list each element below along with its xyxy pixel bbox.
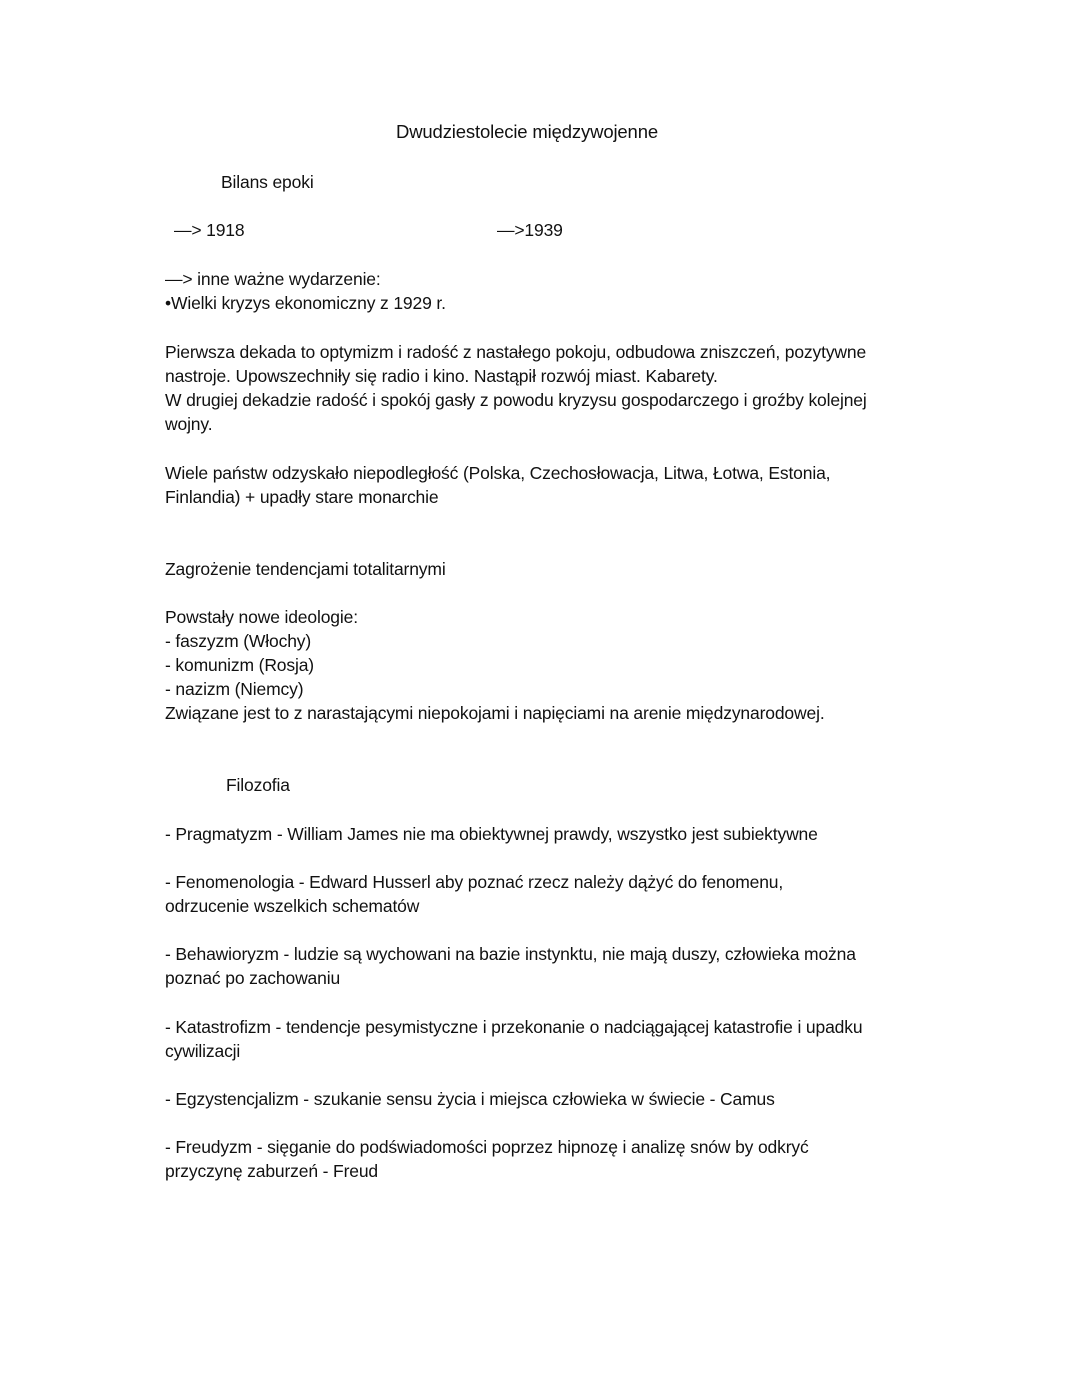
paragraph-line: wojny. <box>165 414 213 434</box>
timeline-end-year: —>1939 <box>497 220 563 240</box>
ideologies-intro: Powstały nowe ideologie: <box>165 607 358 627</box>
other-event-item: •Wielki kryzys ekonomiczny z 1929 r. <box>165 293 446 313</box>
philosophy-item: - Katastrofizm - tendencje pesymistyczne i przekonanie o nadciągającej katastrofie i upadku <box>165 1017 863 1037</box>
paragraph-line: W drugiej dekadzie radość i spokój gasły z powodu kryzysu gospodarczego i groźby kolejnej <box>165 390 867 410</box>
paragraph-line: Finlandia) + upadły stare monarchie <box>165 487 439 507</box>
ideologies-conclusion: Związane jest to z narastającymi niepokojami i napięciami na arenie międzynarodowej. <box>165 703 825 723</box>
document-title: Dwudziestolecie międzywojenne <box>396 121 658 142</box>
ideology-item: - komunizm (Rosja) <box>165 655 314 675</box>
philosophy-item-continuation: przyczynę zaburzeń - Freud <box>165 1161 378 1181</box>
philosophy-item-continuation: cywilizacji <box>165 1041 241 1061</box>
timeline-start-year: —> 1918 <box>174 220 245 240</box>
philosophy-item: - Freudyzm - sięganie do podświadomości poprzez hipnozę i analizę snów by odkryć <box>165 1137 809 1157</box>
section-heading-totalitarianism: Zagrożenie tendencjami totalitarnymi <box>165 559 446 579</box>
section-heading-bilans: Bilans epoki <box>221 172 314 192</box>
philosophy-item: - Egzystencjalizm - szukanie sensu życia i miejsca człowieka w świecie - Camus <box>165 1089 775 1109</box>
philosophy-item: - Pragmatyzm - William James nie ma obiektywnej prawdy, wszystko jest subiektywne <box>165 824 818 844</box>
philosophy-item-continuation: odrzucenie wszelkich schematów <box>165 896 420 916</box>
philosophy-item: - Behawioryzm - ludzie są wychowani na bazie instynktu, nie mają duszy, człowieka można <box>165 944 856 964</box>
paragraph-line: Wiele państw odzyskało niepodległość (Polska, Czechosłowacja, Litwa, Łotwa, Estonia, <box>165 463 831 483</box>
philosophy-item-continuation: poznać po zachowaniu <box>165 968 341 988</box>
ideology-item: - faszyzm (Włochy) <box>165 631 312 651</box>
paragraph-line: nastroje. Upowszechniły się radio i kino. Nastąpił rozwój miast. Kabarety. <box>165 366 718 386</box>
other-event-label: —> inne ważne wydarzenie: <box>165 269 381 289</box>
ideology-item: - nazizm (Niemcy) <box>165 679 304 699</box>
philosophy-item: - Fenomenologia - Edward Husserl aby poznać rzecz należy dążyć do fenomenu, <box>165 872 784 892</box>
section-heading-philosophy: Filozofia <box>226 775 290 795</box>
paragraph-line: Pierwsza dekada to optymizm i radość z nastałego pokoju, odbudowa zniszczeń, pozytywne <box>165 342 867 362</box>
